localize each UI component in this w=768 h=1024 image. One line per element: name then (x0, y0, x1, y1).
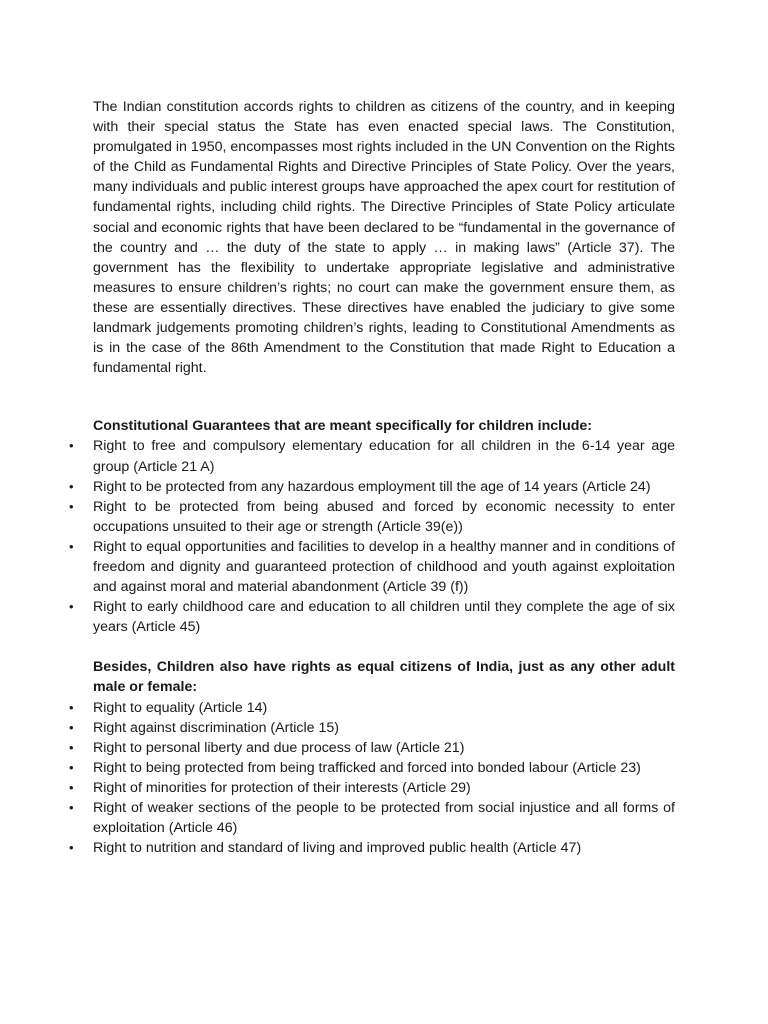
list-item: • Right against discrimination (Article 15) (93, 718, 675, 738)
section-heading-citizen-rights: Besides, Children also have rights as equal citizens of India, just as any other adult male or female: (93, 659, 675, 696)
list-item: • Right of weaker sections of the people to be protected from social injustice and all forms of exploitation (Article 46) (93, 798, 675, 838)
list-item: • Right to equal opportunities and facilities to develop in a healthy manner and in conditions of freedom and dignity and guaranteed protection of childhood and youth against exploitation and against moral and material abandonment (Article 39 (f)) (93, 537, 675, 597)
document-body (93, 97, 675, 858)
intro-paragraph: The Indian constitution accords rights to children as citizens of the country, and in keeping with their special status the State has even enacted special laws. The Constitution, promulgated in 1950, encompasses most rights included in the UN Convention on the Rights of the Child as Fundamental Rights and Directive Principles of State Policy. Over the years, many individuals and public interest groups have approached the apex court for restitution of fundamental rights, including child rights. The Directive Principles of State Policy articulate social and economic rights that have been declared to be “fundamental in the governance of the country and … the duty of the state to apply … in making laws” (Article 37). The government has the flexibility to undertake appropriate legislative and administrative measures to ensure children’s rights; no court can make the government ensure them, as these are essentially directives. These directives have enabled the judiciary to give some landmark judgements promoting children’s rights, leading to Constitutional Amendments as is in the case of the 86th Amendment to the Constitution that made Right to Education a fundamental right. (93, 99, 675, 377)
list-item: • Right of minorities for protection of their interests (Article 29) (93, 778, 675, 798)
list-item: • Right to personal liberty and due process of law (Article 21) (93, 738, 675, 758)
list-item: • Right to free and compulsory elementary education for all children in the 6-14 year age group (Article 21 A) (93, 436, 675, 476)
list-item: • Right to being protected from being trafficked and forced into bonded labour (Article 23) (93, 758, 675, 778)
section-heading-child-guarantees: Constitutional Guarantees that are meant specifically for children include: (93, 418, 593, 435)
list-item: • Right to early childhood care and education to all children until they complete the age of six years (Article 45) (93, 597, 675, 637)
list-item: • Right to equality (Article 14) (93, 698, 675, 718)
list-item: • Right to be protected from any hazardous employment till the age of 14 years (Article 24) (93, 477, 675, 497)
list-item: • Right to be protected from being abused and forced by economic necessity to enter occupations unsuited to their age or strength (Article 39(e)) (93, 497, 675, 537)
citizen-rights-list (93, 698, 675, 859)
child-guarantees-list (93, 436, 675, 637)
list-item: • Right to nutrition and standard of living and improved public health (Article 47) (93, 838, 675, 858)
